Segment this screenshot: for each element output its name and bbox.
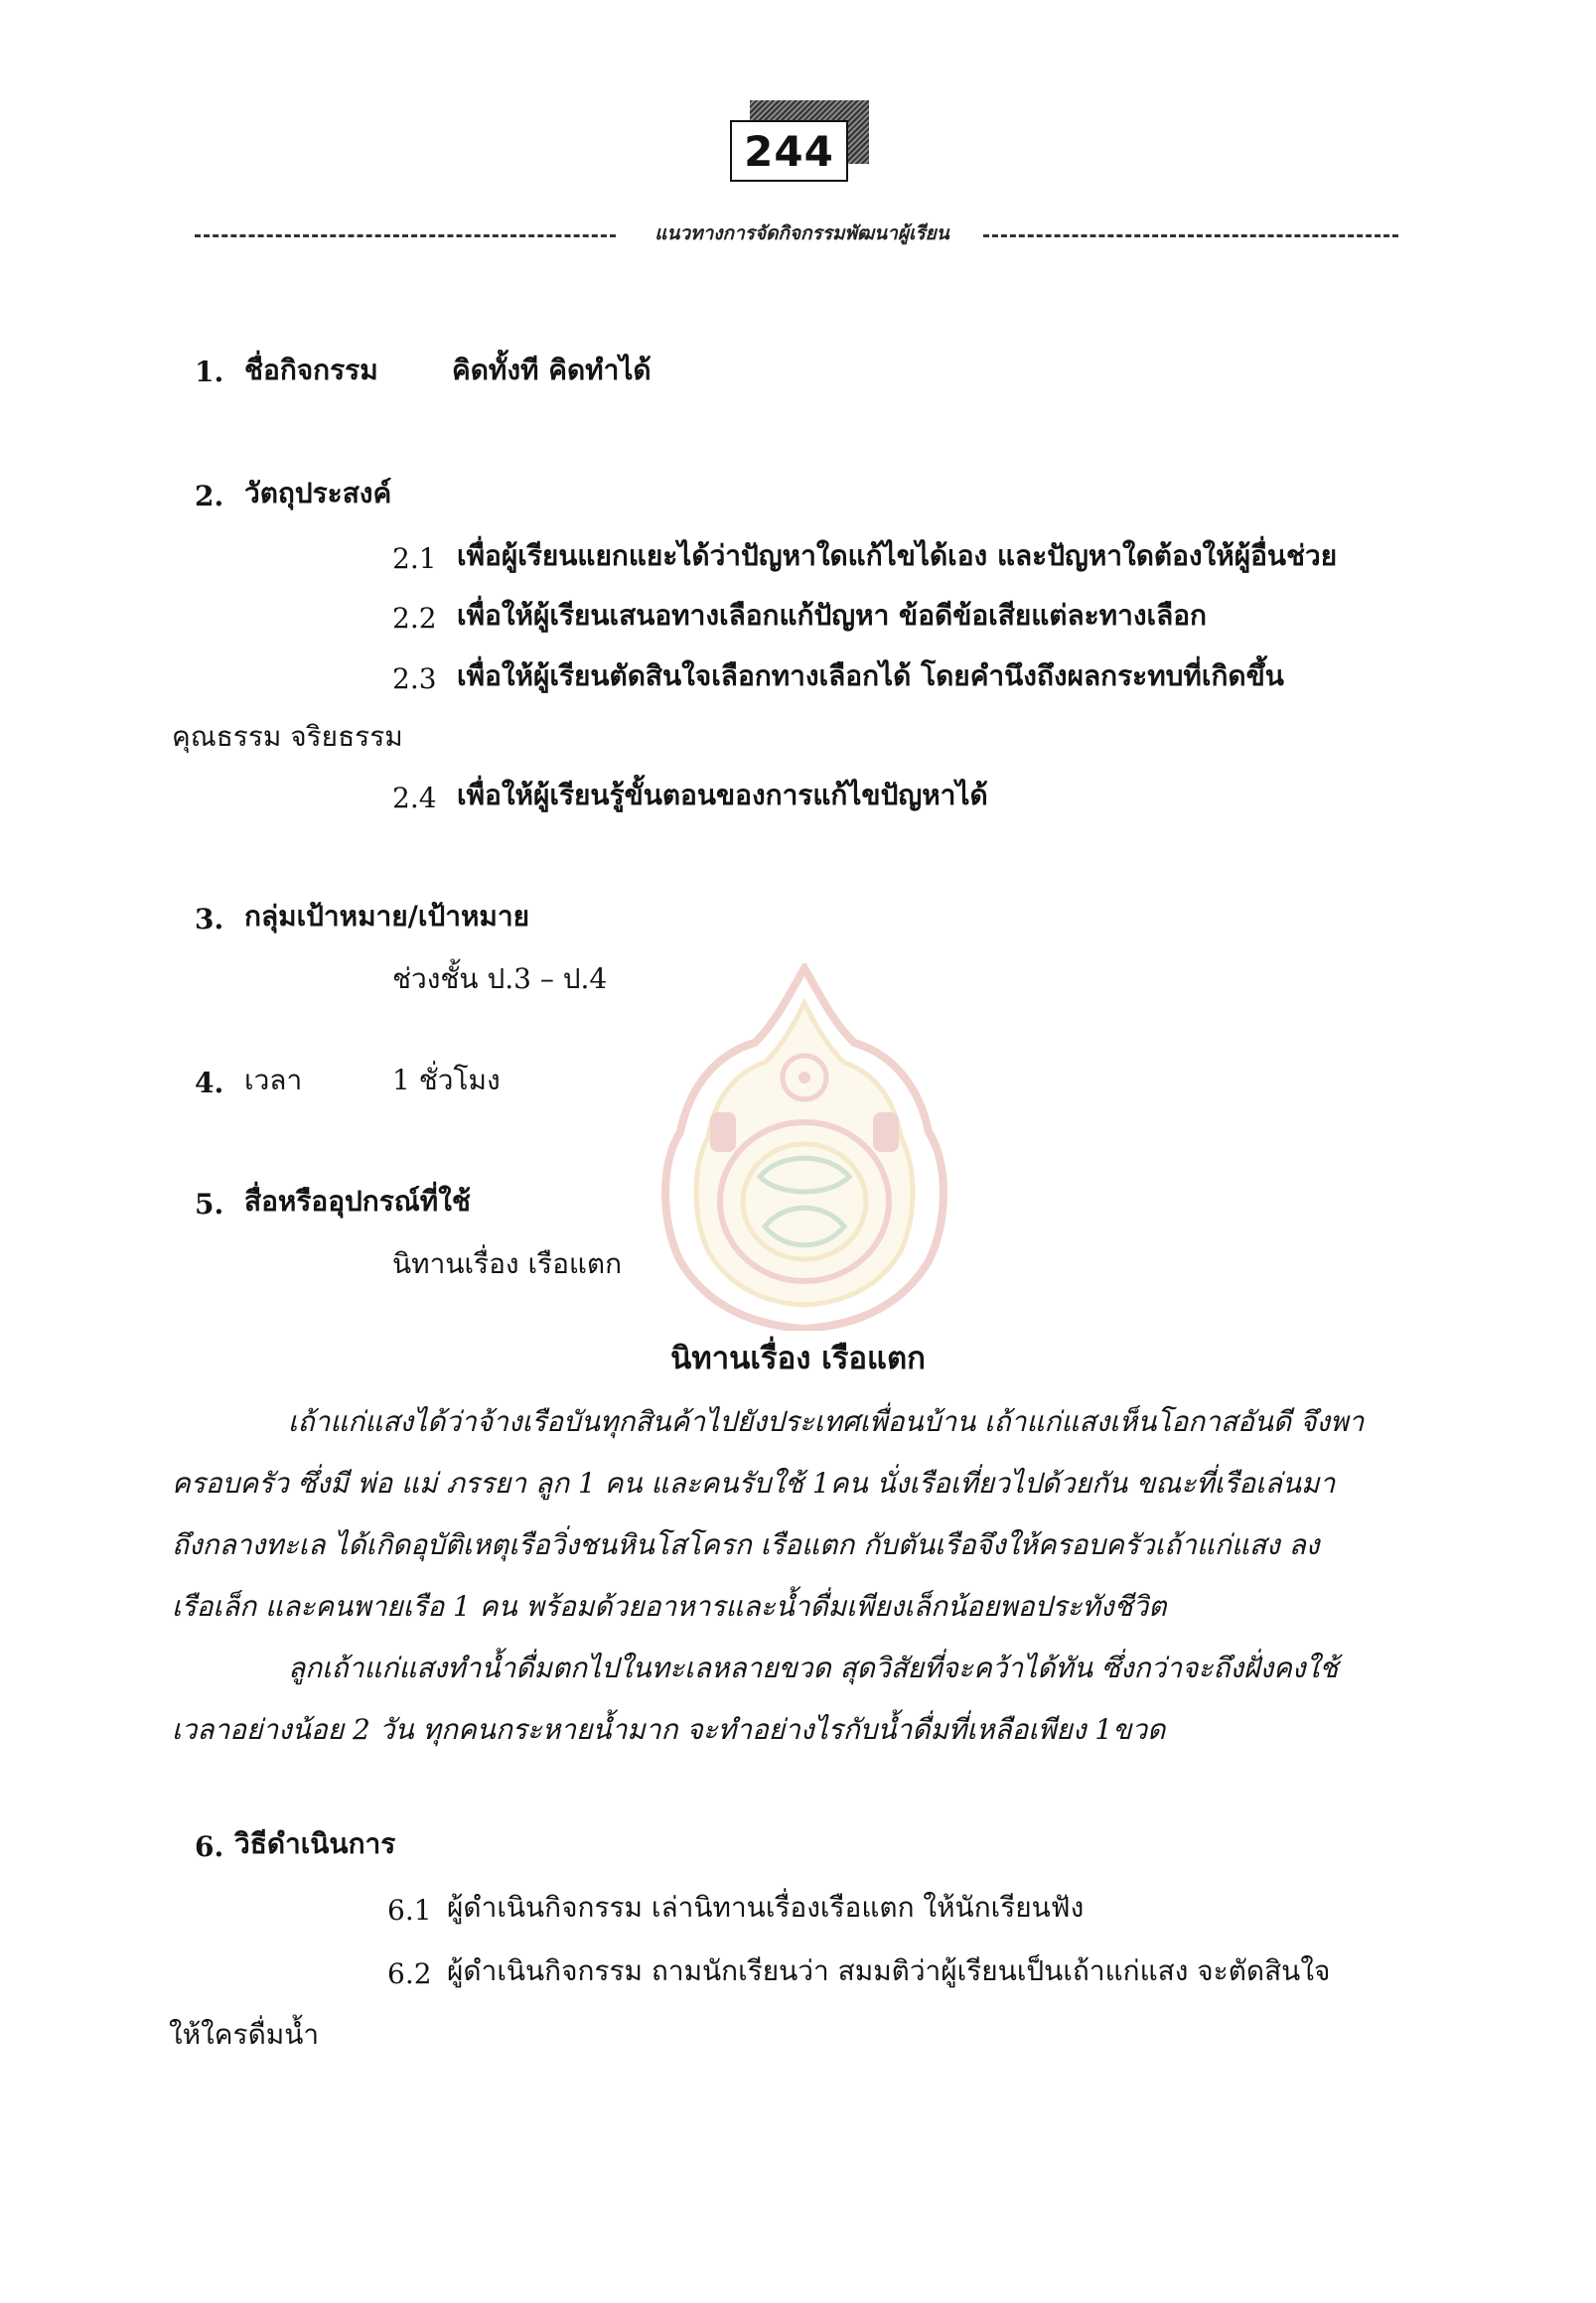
objective-2-4-text: เพื่อให้ผู้เรียนรู้ขั้นตอนของการแก้ไขปัญหาได้	[457, 779, 988, 811]
section2-number: 2.	[195, 480, 224, 512]
section3-label: กลุ่มเป้าหมาย/เป้าหมาย	[244, 900, 530, 933]
story-line: ถึงกลางทะเล ได้เกิดอุบัติเหตุเรือวิ่งชนหินโสโครก เรือแตก กับตันเรือจึงให้ครอบครัวเถ้าแก่แสง ลง	[172, 1528, 1320, 1561]
story-line: เรือเล็ก และคนพายเรือ 1 คน พร้อมด้วยอาหารและน้ำดื่มเพียงเล็กน้อยพอประทังชีวิต	[172, 1590, 1167, 1623]
story-line: ครอบครัว ซึ่งมี พ่อ แม่ ภรรยา ลูก 1 คน และคนรับใช้ 1คน นั่งเรือเที่ยวไปด้วยกัน ขณะที่เรือเล่นมา	[172, 1467, 1336, 1500]
page-number: 244	[744, 126, 834, 176]
objective-2-2-number: 2.2	[392, 602, 437, 635]
story-title: นิทานเรื่อง เรือแตก	[670, 1341, 926, 1376]
section5-value: นิทานเรื่อง เรือแตก	[392, 1247, 623, 1280]
header-rule-left	[195, 234, 616, 237]
section5-label: สื่อหรืออุปกรณ์ที่ใช้	[244, 1185, 471, 1218]
objective-2-2-text: เพื่อให้ผู้เรียนเสนอทางเลือกแก้ปัญหา ข้อดีข้อเสียแต่ละทางเลือก	[457, 599, 1208, 632]
section6-number: 6.	[195, 1830, 224, 1863]
section3-number: 3.	[195, 903, 224, 936]
running-header: แนวทางการจัดกิจกรรมพัฒนาผู้เรียน	[654, 222, 949, 244]
objective-2-1-text: เพื่อผู้เรียนแยกแยะได้ว่าปัญหาใดแก้ไขได้เอง และปัญหาใดต้องให้ผู้อื่นช่วย	[457, 539, 1338, 572]
procedure-6-1-text: ผู้ดำเนินกิจกรรม เล่านิทานเรื่องเรือแตก ให้นักเรียนฟัง	[447, 1891, 1085, 1924]
section1-label: ชื่อกิจกรรม	[244, 354, 378, 386]
objective-2-3-number: 2.3	[392, 662, 437, 695]
procedure-6-2-text: ผู้ดำเนินกิจกรรม ถามนักเรียนว่า สมมติว่าผู้เรียนเป็นเถ้าแก่แสง จะตัดสินใจ	[447, 1954, 1331, 1987]
procedure-6-2-continuation: ให้ใครดื่มน้ำ	[169, 2018, 320, 2051]
section1-number: 1.	[195, 356, 224, 388]
story-line: เวลาอย่างน้อย 2 วัน ทุกคนกระหายน้ำมาก จะทำอย่างไรกับน้ำดื่มที่เหลือเพียง 1ขวด	[172, 1713, 1166, 1746]
section2-label: วัตถุประสงค์	[244, 477, 392, 509]
emblem-watermark-icon	[651, 963, 958, 1331]
objective-2-4-number: 2.4	[392, 782, 437, 814]
procedure-6-1-number: 6.1	[387, 1894, 432, 1927]
page-number-box	[730, 120, 848, 182]
objective-2-1-number: 2.1	[392, 542, 437, 575]
story-line: ลูกเถ้าแก่แสงทำน้ำดื่มตกไปในทะเลหลายขวด สุดวิสัยที่จะคว้าได้ทัน ซึ่งกว่าจะถึงฝั่งคงใช้	[288, 1652, 1339, 1684]
section1-value: คิดทั้งที คิดทำได้	[452, 354, 652, 386]
section4-number: 4.	[195, 1067, 224, 1099]
section3-value: ช่วงชั้น ป.3 – ป.4	[392, 962, 608, 995]
story-line: เถ้าแก่แสงได้ว่าจ้างเรือบันทุกสินค้าไปยังประเทศเพื่อนบ้าน เถ้าแก่แสงเห็นโอกาสอันดี จึงพา	[288, 1405, 1365, 1438]
procedure-6-2-number: 6.2	[387, 1957, 432, 1990]
section6-label: วิธีดำเนินการ	[234, 1827, 396, 1860]
section5-number: 5.	[195, 1188, 224, 1221]
objective-2-3-continuation: คุณธรรม จริยธรรม	[172, 720, 403, 753]
header-rule-right	[983, 234, 1398, 237]
section4-label: เวลา	[244, 1064, 303, 1096]
objective-2-3-text: เพื่อให้ผู้เรียนตัดสินใจเลือกทางเลือกได้ โดยคำนึงถึงผลกระทบที่เกิดขึ้น	[457, 659, 1284, 692]
section4-value: 1 ชั่วโมง	[392, 1064, 501, 1096]
